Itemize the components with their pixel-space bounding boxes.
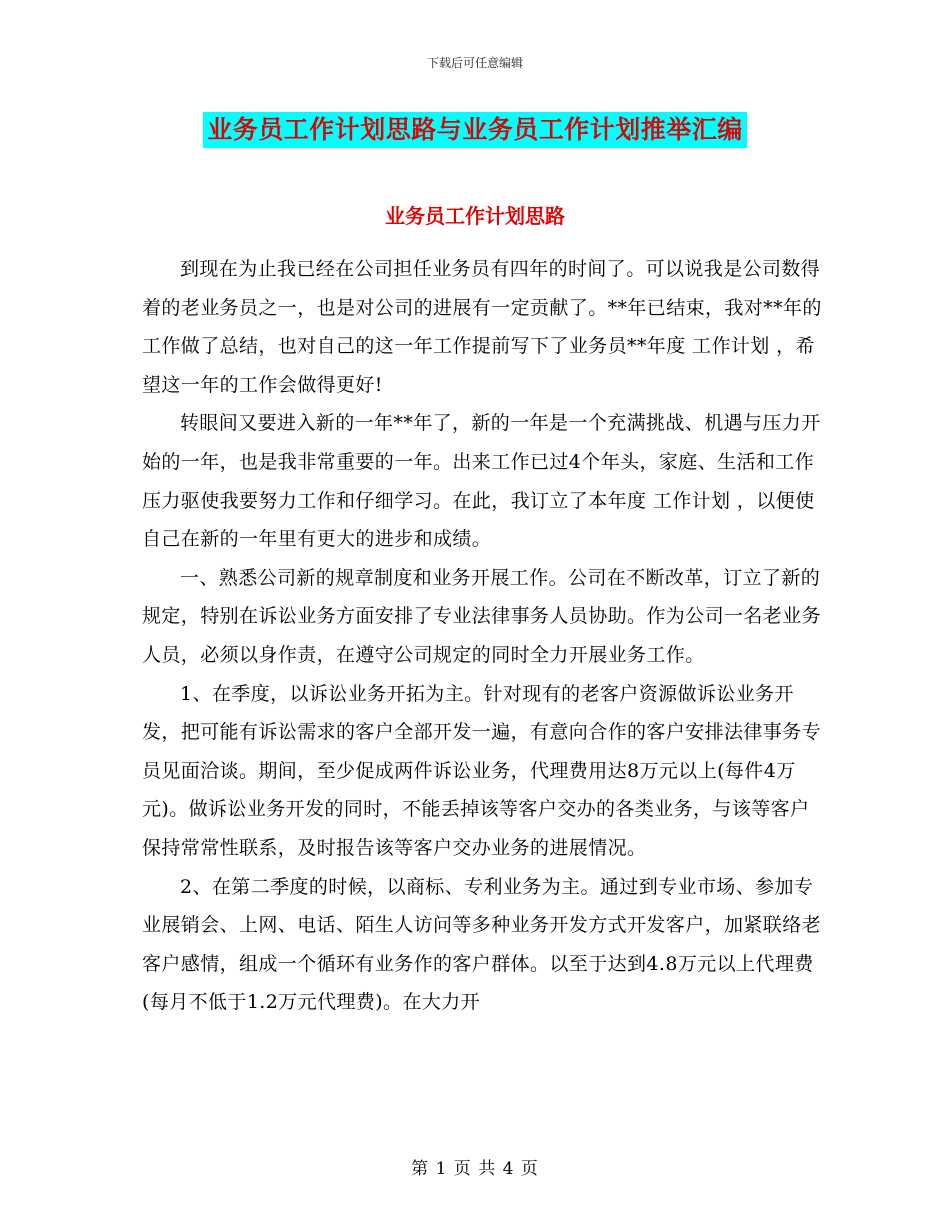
page-number-footer: 第 1 页 共 4 页 [411,1159,539,1179]
section-title: 业务员工作计划思路 [385,204,565,228]
paragraph: 一、熟悉公司新的规章制度和业务开展工作。公司在不断改革，订立了新的规定，特别在诉讼业务方面安排了专业法律事务人员协助。作为公司一名老业务人员，必须以身作责，在遵守公司规定的同时全力开展业务工作。 [142,566,822,666]
paragraph: 转眼间又要进入新的一年**年了，新的一年是一个充满挑战、机遇与压力开始的一年，也是我非常重要的一年。出来工作已过4个年头，家庭、生活和工作压力驱使我要努力工作和仔细学习。在此，我订立了本年度 工作计划 ，以便使自己在新的一年里有更大的进步和成绩。 [142,412,821,551]
paragraph: 到现在为止我已经在公司担任业务员有四年的时间了。可以说我是公司数得着的老业务员之一，也是对公司的进展有一定贡献了。**年已结束，我对**年的工作做了总结，也对自己的这一年工作提前写下了业务员**年度 工作计划 ，希望这一年的工作会做得更好! [142,258,822,396]
paragraph: 2、在第二季度的时候，以商标、专利业务为主。通过到专业市场、参加专业展销会、上网、电话、陌生人访问等多种业务开发方式开发客户，加紧联络老客户感情，组成一个循环有业务作的客户群体。以至于达到4.8万元以上代理费(每月不低于1.2万元代理费)。在大力开 [142,875,822,1014]
document-title-container [0,112,950,148]
document-title: 业务员工作计划思路与业务员工作计划推举汇编 [203,112,747,148]
document-body [142,250,822,1022]
page-header-note: 下载后可任意编辑 [426,56,523,70]
paragraph: 1、在季度，以诉讼业务开拓为主。针对现有的老客户资源做诉讼业务开发，把可能有诉讼需求的客户全部开发一遍，有意向合作的客户安排法律事务专员见面洽谈。期间，至少促成两件诉讼业务，代理费用达8万元以上(每件4万元)。做诉讼业务开发的同时，不能丢掉该等客户交办的各类业务，与该等客户保持常常性联系，及时报告该等客户交办业务的进展情况。 [142,682,822,859]
